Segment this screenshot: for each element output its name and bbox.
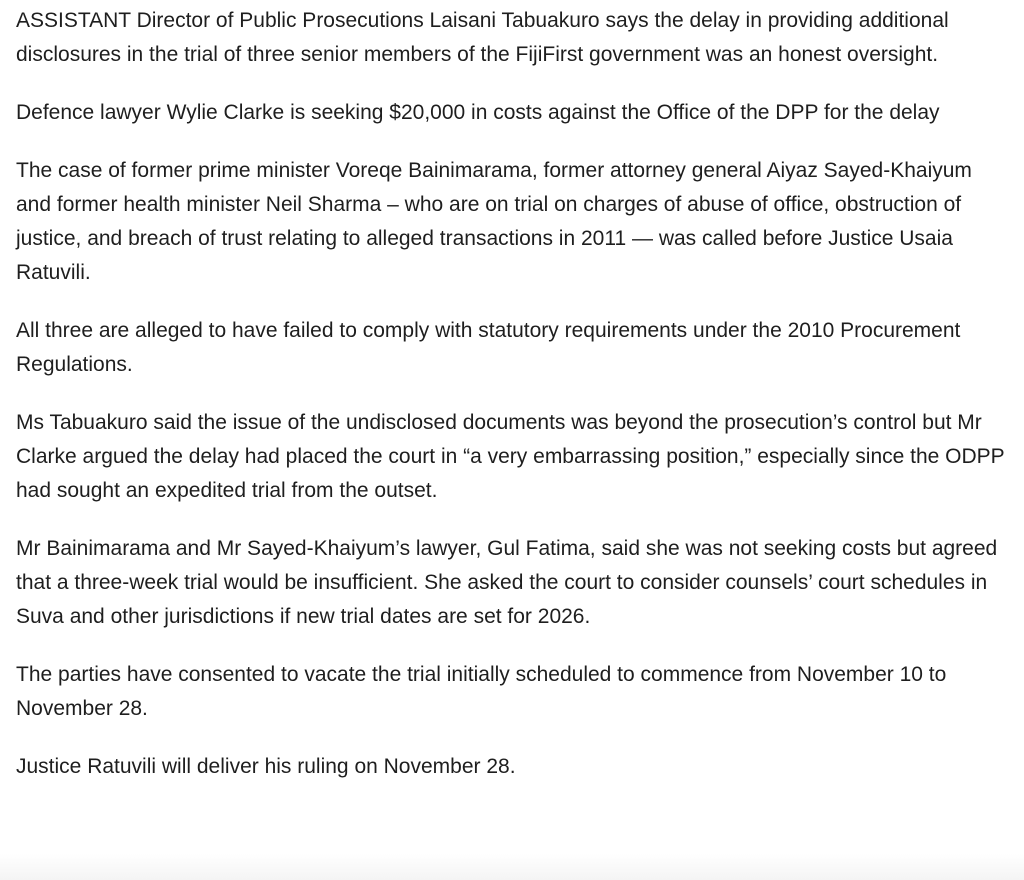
bottom-fade <box>0 854 1024 880</box>
article-body <box>16 4 1008 808</box>
article-paragraph-5: Ms Tabuakuro said the issue of the undisclosed documents was beyond the prosecution’s control but Mr Clarke argued the delay had placed the court in “a very embarrassing position,” especially since the ODPP had sought an expedited trial from the outset. <box>16 411 1005 502</box>
article-paragraph-2: Defence lawyer Wylie Clarke is seeking $20,000 in costs against the Office of the DPP for the delay <box>16 101 940 124</box>
article-paragraph-7: The parties have consented to vacate the trial initially scheduled to commence from November 10 to November 28. <box>16 663 947 720</box>
article-paragraph-3: The case of former prime minister Voreqe Bainimarama, former attorney general Aiyaz Sayed-Khaiyum and former health minister Neil Sharma – who are on trial on charges of abuse of office, obstruction of justice, and breach of trust relating to alleged transactions in 2011 — was called before Justice Usaia Ratuvili. <box>16 159 972 284</box>
article-paragraph-4: All three are alleged to have failed to comply with statutory requirements under the 2010 Procurement Regulations. <box>16 319 961 376</box>
article-paragraph-6: Mr Bainimarama and Mr Sayed-Khaiyum’s lawyer, Gul Fatima, said she was not seeking costs but agreed that a three-week trial would be insufficient. She asked the court to consider counsels’ court schedules in Suva and other jurisdictions if new trial dates are set for 2026. <box>16 537 998 628</box>
article-paragraph-1: ASSISTANT Director of Public Prosecutions Laisani Tabuakuro says the delay in providing additional disclosures in the trial of three senior members of the FijiFirst government was an honest oversight. <box>16 9 949 66</box>
article-paragraph-8: Justice Ratuvili will deliver his ruling on November 28. <box>16 755 516 778</box>
